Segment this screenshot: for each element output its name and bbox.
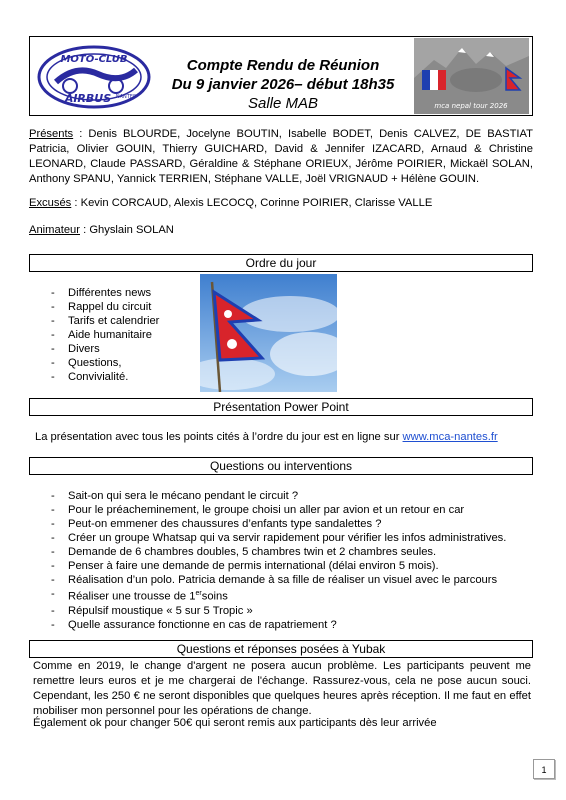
list-item: - Pour le préacheminement, le groupe choisi un aller par avion et un retour en car — [51, 503, 533, 517]
nepal-tour-logo — [414, 38, 529, 114]
website-link[interactable]: www.mca-nantes.fr — [402, 431, 498, 443]
presentation-paragraph — [35, 430, 535, 445]
excused-paragraph — [29, 196, 533, 211]
list-item: - Quelle assurance fonctionne en cas de rapatriement ? — [51, 618, 533, 632]
list-item: - Questions, — [51, 356, 201, 370]
list-item: - Demande de 6 chambres doubles, 5 chambres twin et 2 chambres seules. — [51, 545, 533, 559]
present-paragraph — [29, 127, 533, 187]
list-item: - Peut-on emmener des chaussures d’enfants type sandalettes ? — [51, 517, 533, 531]
present-list: : Denis BLOURDE, Jocelyne BOUTIN, Isabelle BODET, Denis CALVEZ, DE BASTIAT Patricia, Olivier GOUIN, Thierry GUICHARD, David & Jennifer IZACARD, Arnaud & Christine LEONARD, Claude PASSARD, Géraldine & Stéphane ORIEUX, Jérôme POIRIER, Mickaël SOLAN, Anthony SPANU, Yannick TERRIEN, Stéphane VALLE, Joël VRIGNAUD + Hélène GOUIN. — [29, 128, 533, 185]
excused-label: Excusés — [29, 197, 72, 209]
first-aid-kit-superscript: er — [195, 590, 202, 597]
agenda-list — [51, 286, 201, 384]
list-item: - Sait-on qui sera le mécano pendant le circuit ? — [51, 489, 533, 503]
yubak-answer-paragraph: Comme en 2019, le change d'argent ne posera aucun problème. Les participants peuvent me remettre leurs euros et je me chargerai de l'échange. Rassurez-vous, cela ne pose aucun souci. Cependant, les 250 € ne seront disponibles que quelques heures après réception. Il me faut en effet mobiliser mon personnel pour les opérations de change. — [33, 660, 531, 717]
list-item: - Rappel du circuit — [51, 300, 201, 314]
present-label: Présents — [29, 128, 74, 140]
list-item: - Aide humanitaire — [51, 328, 201, 342]
list-item: - Réalisation d’un polo. Patricia demande à sa fille de réaliser un visuel avec le parcours — [51, 573, 533, 587]
first-aid-kit-text: Réaliser une trousse de 1 — [68, 590, 196, 603]
questions-list — [51, 489, 533, 632]
list-item — [51, 587, 533, 604]
report-title — [158, 56, 408, 113]
excused-list: : Kevin CORCAUD, Alexis LECOCQ, Corinne POIRIER, Clarisse VALLE — [71, 197, 433, 209]
host-paragraph — [29, 223, 533, 238]
nepal-flag-photo — [200, 274, 337, 392]
presentation-heading: Présentation Power Point — [29, 398, 533, 416]
questions-heading: Questions ou interventions — [29, 457, 533, 475]
first-aid-kit-text-end: soins — [201, 590, 228, 603]
list-item: - Répulsif moustique « 5 sur 5 Tropic » — [51, 604, 533, 618]
agenda-heading: Ordre du jour — [29, 254, 533, 272]
yubak-answer-paragraph-2: Également ok pour changer 50€ qui seront remis aux participants dès leur arrivée — [33, 717, 437, 729]
presentation-text: La présentation avec tous les points cités à l’ordre du jour est en ligne sur — [35, 431, 403, 443]
title-line-1: Compte Rendu de Réunion — [186, 57, 380, 74]
svg-text:MOTO-CLUB: MOTO-CLUB — [60, 54, 128, 65]
host-label: Animateur — [29, 224, 80, 236]
list-item: - Convivialité. — [51, 370, 201, 384]
svg-text:AIRBUS: AIRBUS — [64, 92, 112, 105]
host-name: : Ghyslain SOLAN — [80, 224, 174, 236]
title-line-3: Salle MAB — [247, 95, 319, 112]
title-line-2: Du 9 janvier 2026– début 18h35 — [171, 76, 395, 93]
svg-text:NANTES: NANTES — [115, 94, 137, 100]
list-item: - Créer un groupe Whatsap qui va servir rapidement pour vérifier les infos administratives. — [51, 531, 533, 545]
nepal-tour-caption: mca nepal tour 2026 — [434, 102, 508, 110]
list-item: - Différentes news — [51, 286, 201, 300]
list-item: - Penser à faire une demande de permis international (délai environ 5 mois). — [51, 559, 533, 573]
page-number: 1 — [533, 759, 555, 779]
list-item: - Divers — [51, 342, 201, 356]
yubak-heading: Questions et réponses posées à Yubak — [29, 640, 533, 658]
moto-club-logo — [36, 44, 152, 110]
list-item: - Tarifs et calendrier — [51, 314, 201, 328]
